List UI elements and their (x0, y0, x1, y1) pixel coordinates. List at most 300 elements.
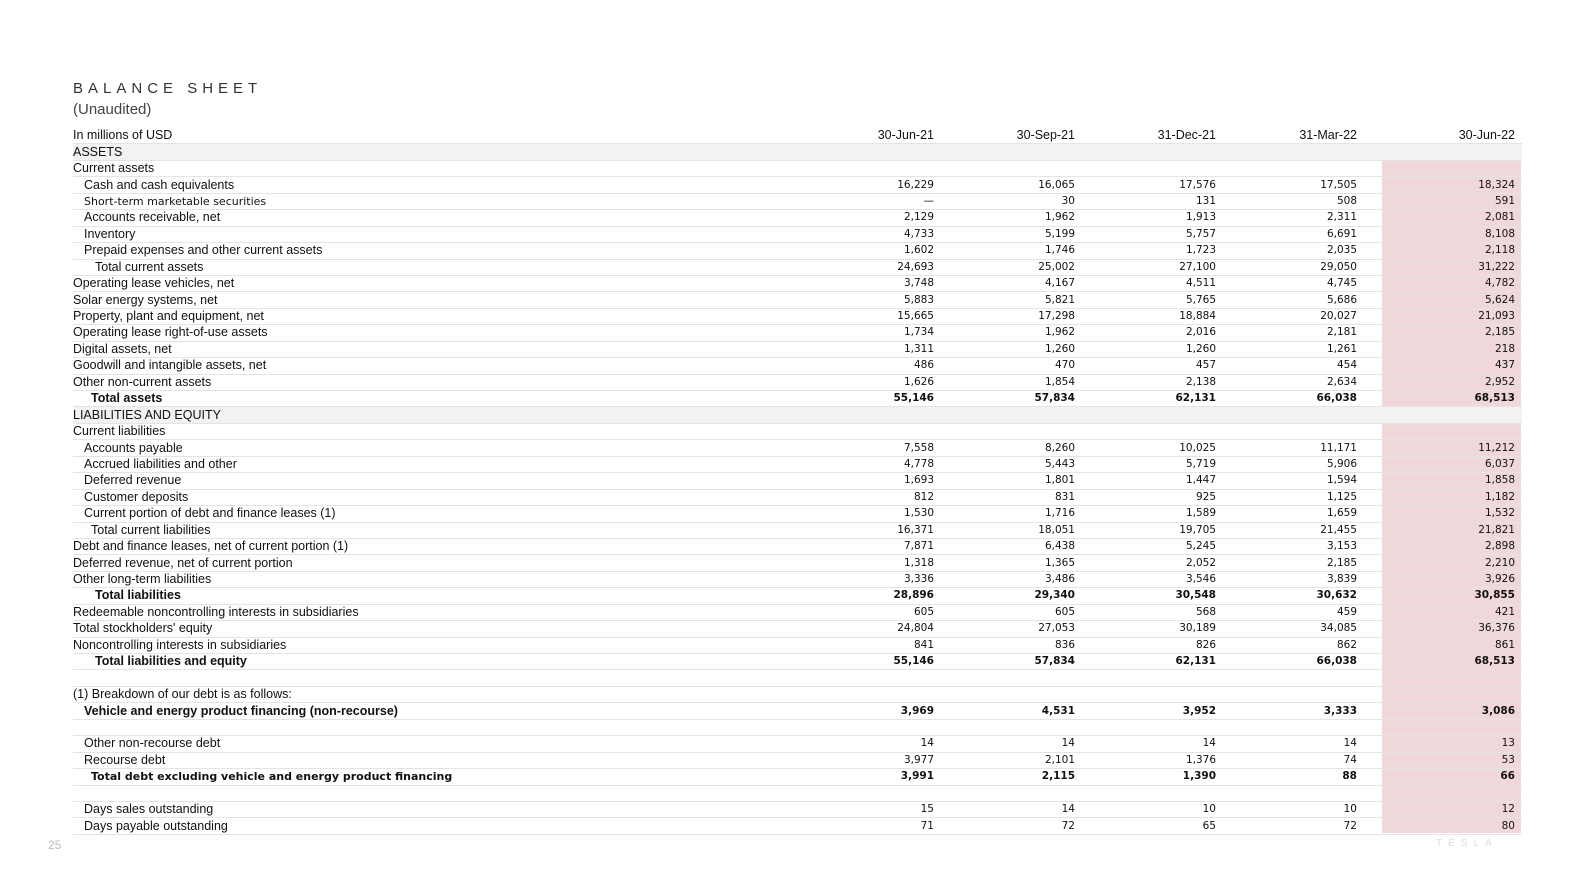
value-cell (941, 423, 1082, 439)
value-cell: 3,952 (1082, 703, 1223, 719)
value-cell: 14 (941, 736, 1082, 752)
value-cell (800, 407, 941, 423)
value-cell: 2,016 (1082, 325, 1223, 341)
value-cell: 1,962 (941, 210, 1082, 226)
value-cell: 1,530 (800, 506, 941, 522)
value-cell: 1,858 (1364, 473, 1522, 489)
value-cell: 15,665 (800, 308, 941, 324)
value-cell (1223, 160, 1364, 176)
table-row (73, 818, 1522, 834)
value-cell: 16,065 (941, 177, 1082, 193)
value-cell: 2,185 (1223, 555, 1364, 571)
value-cell: 62,131 (1082, 654, 1223, 670)
row-label: Total current assets (73, 259, 800, 275)
row-label: Current assets (73, 160, 800, 176)
table-row (73, 423, 1522, 439)
value-cell (941, 686, 1082, 702)
value-cell: 1,365 (941, 555, 1082, 571)
value-cell (1364, 670, 1522, 686)
column-header: 30-Jun-21 (800, 128, 941, 144)
value-cell: 57,834 (941, 391, 1082, 407)
value-cell: 1,854 (941, 374, 1082, 390)
value-cell: 1,260 (1082, 341, 1223, 357)
row-label: Prepaid expenses and other current assets (73, 243, 800, 259)
page-title: BALANCE SHEET (73, 80, 263, 97)
value-cell: 68,513 (1364, 654, 1522, 670)
balance-sheet-table (73, 128, 1522, 835)
value-cell: 36,376 (1364, 621, 1522, 637)
value-cell: 17,505 (1223, 177, 1364, 193)
column-header: 31-Dec-21 (1082, 128, 1223, 144)
section-row (73, 407, 1522, 423)
value-cell: 72 (1223, 818, 1364, 834)
value-cell: 16,229 (800, 177, 941, 193)
value-cell: 16,371 (800, 522, 941, 538)
value-cell: 2,081 (1364, 210, 1522, 226)
row-label: Deferred revenue (73, 473, 800, 489)
value-cell: 11,212 (1364, 440, 1522, 456)
value-cell: 925 (1082, 489, 1223, 505)
value-cell: 28,896 (800, 588, 941, 604)
value-cell: 831 (941, 489, 1082, 505)
row-label: Days sales outstanding (73, 801, 800, 817)
value-cell (1223, 719, 1364, 735)
row-label: Other non-recourse debt (73, 736, 800, 752)
value-cell (1364, 160, 1522, 176)
value-cell: 6,438 (941, 538, 1082, 554)
value-cell: 1,260 (941, 341, 1082, 357)
row-label: Accounts payable (73, 440, 800, 456)
row-label: Recourse debt (73, 752, 800, 768)
value-cell: 8,108 (1364, 226, 1522, 242)
value-cell: 29,340 (941, 588, 1082, 604)
value-cell: 5,624 (1364, 292, 1522, 308)
section-row (73, 144, 1522, 160)
value-cell: 836 (941, 637, 1082, 653)
value-cell (800, 719, 941, 735)
column-header: 30-Jun-22 (1364, 128, 1522, 144)
value-cell: 218 (1364, 341, 1522, 357)
row-label: Debt and finance leases, net of current portion (1) (73, 538, 800, 554)
value-cell: 5,686 (1223, 292, 1364, 308)
value-cell: 508 (1223, 193, 1364, 209)
value-cell: 66 (1364, 769, 1522, 785)
value-cell: 1,693 (800, 473, 941, 489)
value-cell: 3,991 (800, 769, 941, 785)
value-cell: 14 (800, 736, 941, 752)
value-cell: 55,146 (800, 654, 941, 670)
table-row (73, 801, 1522, 817)
value-cell: 1,734 (800, 325, 941, 341)
row-label: Accrued liabilities and other (73, 456, 800, 472)
table-row (73, 358, 1522, 374)
value-cell: 1,659 (1223, 506, 1364, 522)
table-row (73, 588, 1522, 604)
value-cell: 2,311 (1223, 210, 1364, 226)
table-row (73, 391, 1522, 407)
value-cell (800, 686, 941, 702)
value-cell: 861 (1364, 637, 1522, 653)
value-cell: 18,884 (1082, 308, 1223, 324)
value-cell: 841 (800, 637, 941, 653)
table-row (73, 341, 1522, 357)
value-cell: 12 (1364, 801, 1522, 817)
table-row (73, 538, 1522, 554)
value-cell: 3,086 (1364, 703, 1522, 719)
value-cell: 14 (941, 801, 1082, 817)
value-cell: 27,100 (1082, 259, 1223, 275)
value-cell: 2,181 (1223, 325, 1364, 341)
value-cell (1223, 144, 1364, 160)
value-cell: 57,834 (941, 654, 1082, 670)
value-cell: 2,115 (941, 769, 1082, 785)
row-label: Vehicle and energy product financing (non-recourse) (73, 703, 800, 719)
value-cell: 17,576 (1082, 177, 1223, 193)
value-cell: — (800, 193, 941, 209)
value-cell: 1,318 (800, 555, 941, 571)
value-cell: 68,513 (1364, 391, 1522, 407)
row-label: Operating lease vehicles, net (73, 275, 800, 291)
value-cell: 30,548 (1082, 588, 1223, 604)
value-cell: 20,027 (1223, 308, 1364, 324)
table-row (73, 177, 1522, 193)
value-cell: 13 (1364, 736, 1522, 752)
row-label: Days payable outstanding (73, 818, 800, 834)
row-label: Deferred revenue, net of current portion (73, 555, 800, 571)
value-cell: 62,131 (1082, 391, 1223, 407)
table-row (73, 703, 1522, 719)
row-label: (1) Breakdown of our debt is as follows: (73, 686, 800, 702)
value-cell: 2,138 (1082, 374, 1223, 390)
value-cell: 10 (1223, 801, 1364, 817)
value-cell: 1,125 (1223, 489, 1364, 505)
value-cell: 53 (1364, 752, 1522, 768)
value-cell: 4,778 (800, 456, 941, 472)
table-row (73, 226, 1522, 242)
value-cell: 4,511 (1082, 275, 1223, 291)
value-cell: 30,855 (1364, 588, 1522, 604)
value-cell: 591 (1364, 193, 1522, 209)
value-cell: 30,189 (1082, 621, 1223, 637)
row-label: LIABILITIES AND EQUITY (73, 407, 800, 423)
blank-row (73, 719, 1522, 735)
row-label: Other long-term liabilities (73, 571, 800, 587)
value-cell: 1,962 (941, 325, 1082, 341)
value-cell: 30 (941, 193, 1082, 209)
value-cell: 3,977 (800, 752, 941, 768)
row-label: Redeemable noncontrolling interests in subsidiaries (73, 604, 800, 620)
value-cell: 568 (1082, 604, 1223, 620)
value-cell: 4,531 (941, 703, 1082, 719)
value-cell: 3,336 (800, 571, 941, 587)
row-label: Customer deposits (73, 489, 800, 505)
value-cell: 1,746 (941, 243, 1082, 259)
value-cell: 5,906 (1223, 456, 1364, 472)
table-row (73, 571, 1522, 587)
row-label: Total stockholders' equity (73, 621, 800, 637)
row-label (73, 670, 800, 686)
value-cell: 5,765 (1082, 292, 1223, 308)
value-cell: 74 (1223, 752, 1364, 768)
value-cell: 1,723 (1082, 243, 1223, 259)
value-cell: 65 (1082, 818, 1223, 834)
row-label: Inventory (73, 226, 800, 242)
row-label: Goodwill and intangible assets, net (73, 358, 800, 374)
value-cell: 2,052 (1082, 555, 1223, 571)
column-header: 31-Mar-22 (1223, 128, 1364, 144)
value-cell: 1,594 (1223, 473, 1364, 489)
table-row (73, 243, 1522, 259)
value-cell: 7,558 (800, 440, 941, 456)
table-row (73, 604, 1522, 620)
value-cell: 1,626 (800, 374, 941, 390)
value-cell (941, 407, 1082, 423)
value-cell (800, 785, 941, 801)
value-cell: 2,101 (941, 752, 1082, 768)
row-label: ASSETS (73, 144, 800, 160)
value-cell: 17,298 (941, 308, 1082, 324)
value-cell: 30,632 (1223, 588, 1364, 604)
value-cell: 29,050 (1223, 259, 1364, 275)
value-cell (1082, 670, 1223, 686)
row-label: Other non-current assets (73, 374, 800, 390)
value-cell: 15 (800, 801, 941, 817)
value-cell: 2,898 (1364, 538, 1522, 554)
table-row (73, 637, 1522, 653)
value-cell: 1,182 (1364, 489, 1522, 505)
table-row (73, 621, 1522, 637)
value-cell (1082, 785, 1223, 801)
row-label: Total assets (73, 391, 800, 407)
table-row (73, 275, 1522, 291)
row-label: Total current liabilities (73, 522, 800, 538)
value-cell (941, 160, 1082, 176)
table-row (73, 308, 1522, 324)
value-cell (1364, 144, 1522, 160)
value-cell (1082, 160, 1223, 176)
value-cell: 88 (1223, 769, 1364, 785)
row-label: Solar energy systems, net (73, 292, 800, 308)
value-cell: 14 (1082, 736, 1223, 752)
value-cell: 1,716 (941, 506, 1082, 522)
value-cell: 80 (1364, 818, 1522, 834)
value-cell: 470 (941, 358, 1082, 374)
value-cell (1082, 144, 1223, 160)
value-cell: 1,602 (800, 243, 941, 259)
value-cell (800, 160, 941, 176)
value-cell (1223, 785, 1364, 801)
table-header-row (73, 128, 1522, 144)
value-cell: 5,245 (1082, 538, 1223, 554)
row-label: Accounts receivable, net (73, 210, 800, 226)
value-cell: 1,532 (1364, 506, 1522, 522)
value-cell: 1,261 (1223, 341, 1364, 357)
value-cell: 3,748 (800, 275, 941, 291)
value-cell: 66,038 (1223, 391, 1364, 407)
table-row (73, 259, 1522, 275)
value-cell (1223, 407, 1364, 423)
row-label: Total liabilities (73, 588, 800, 604)
value-cell (1364, 686, 1522, 702)
value-cell (1082, 686, 1223, 702)
value-cell: 21,455 (1223, 522, 1364, 538)
value-cell: 1,311 (800, 341, 941, 357)
value-cell (1223, 670, 1364, 686)
value-cell: 31,222 (1364, 259, 1522, 275)
value-cell: 18,324 (1364, 177, 1522, 193)
column-header: 30-Sep-21 (941, 128, 1082, 144)
value-cell: 3,153 (1223, 538, 1364, 554)
value-cell: 24,693 (800, 259, 941, 275)
value-cell: 2,035 (1223, 243, 1364, 259)
unit-label: In millions of USD (73, 128, 800, 144)
table-row (73, 522, 1522, 538)
value-cell: 4,733 (800, 226, 941, 242)
table-row (73, 325, 1522, 341)
value-cell (1223, 423, 1364, 439)
value-cell: 1,447 (1082, 473, 1223, 489)
value-cell: 5,199 (941, 226, 1082, 242)
value-cell: 25,002 (941, 259, 1082, 275)
blank-row (73, 670, 1522, 686)
value-cell: 27,053 (941, 621, 1082, 637)
value-cell: 21,821 (1364, 522, 1522, 538)
value-cell (1223, 686, 1364, 702)
value-cell: 131 (1082, 193, 1223, 209)
value-cell: 10 (1082, 801, 1223, 817)
value-cell: 2,118 (1364, 243, 1522, 259)
table-row (73, 160, 1522, 176)
value-cell: 2,185 (1364, 325, 1522, 341)
value-cell (941, 144, 1082, 160)
row-label (73, 785, 800, 801)
tesla-logo-icon: TESLA (1436, 838, 1498, 849)
value-cell: 4,167 (941, 275, 1082, 291)
value-cell: 605 (941, 604, 1082, 620)
value-cell: 14 (1223, 736, 1364, 752)
value-cell: 24,804 (800, 621, 941, 637)
value-cell (1364, 407, 1522, 423)
page-number: 25 (48, 838, 62, 852)
value-cell: 2,952 (1364, 374, 1522, 390)
table-row (73, 374, 1522, 390)
value-cell (800, 670, 941, 686)
value-cell (941, 670, 1082, 686)
value-cell: 826 (1082, 637, 1223, 653)
table-row (73, 210, 1522, 226)
value-cell (1082, 407, 1223, 423)
value-cell: 3,969 (800, 703, 941, 719)
table-row (73, 193, 1522, 209)
value-cell: 19,705 (1082, 522, 1223, 538)
value-cell (1082, 719, 1223, 735)
value-cell: 605 (800, 604, 941, 620)
table-row (73, 489, 1522, 505)
table-body (73, 144, 1522, 834)
value-cell: 72 (941, 818, 1082, 834)
value-cell: 1,913 (1082, 210, 1223, 226)
value-cell: 3,486 (941, 571, 1082, 587)
value-cell: 486 (800, 358, 941, 374)
value-cell: 421 (1364, 604, 1522, 620)
row-label: Current liabilities (73, 423, 800, 439)
table-row (73, 440, 1522, 456)
row-label: Noncontrolling interests in subsidiaries (73, 637, 800, 653)
row-label: Short-term marketable securities (73, 193, 800, 209)
value-cell (1364, 719, 1522, 735)
row-label: Operating lease right-of-use assets (73, 325, 800, 341)
value-cell: 862 (1223, 637, 1364, 653)
value-cell: 5,719 (1082, 456, 1223, 472)
page-subtitle: (Unaudited) (73, 101, 152, 118)
row-label: Property, plant and equipment, net (73, 308, 800, 324)
row-label: Total liabilities and equity (73, 654, 800, 670)
value-cell (800, 423, 941, 439)
value-cell: 18,051 (941, 522, 1082, 538)
table-row (73, 654, 1522, 670)
table-row (73, 473, 1522, 489)
value-cell (941, 785, 1082, 801)
value-cell: 2,129 (800, 210, 941, 226)
value-cell: 71 (800, 818, 941, 834)
value-cell: 11,171 (1223, 440, 1364, 456)
value-cell: 1,589 (1082, 506, 1223, 522)
value-cell: 459 (1223, 604, 1364, 620)
value-cell: 3,333 (1223, 703, 1364, 719)
value-cell: 3,839 (1223, 571, 1364, 587)
table-row (73, 769, 1522, 785)
value-cell: 457 (1082, 358, 1223, 374)
value-cell: 66,038 (1223, 654, 1364, 670)
value-cell: 437 (1364, 358, 1522, 374)
value-cell (800, 144, 941, 160)
value-cell: 5,757 (1082, 226, 1223, 242)
value-cell: 4,745 (1223, 275, 1364, 291)
row-label (73, 719, 800, 735)
row-label: Cash and cash equivalents (73, 177, 800, 193)
table-row (73, 736, 1522, 752)
table-row (73, 506, 1522, 522)
value-cell: 34,085 (1223, 621, 1364, 637)
value-cell: 55,146 (800, 391, 941, 407)
value-cell: 3,926 (1364, 571, 1522, 587)
value-cell: 2,634 (1223, 374, 1364, 390)
value-cell: 21,093 (1364, 308, 1522, 324)
value-cell: 3,546 (1082, 571, 1223, 587)
table-row (73, 292, 1522, 308)
table-row (73, 456, 1522, 472)
value-cell: 1,376 (1082, 752, 1223, 768)
value-cell (941, 719, 1082, 735)
row-label: Current portion of debt and finance leases (1) (73, 506, 800, 522)
value-cell: 812 (800, 489, 941, 505)
value-cell: 8,260 (941, 440, 1082, 456)
table-row (73, 752, 1522, 768)
value-cell: 5,883 (800, 292, 941, 308)
value-cell (1364, 423, 1522, 439)
table-row (73, 555, 1522, 571)
value-cell: 6,037 (1364, 456, 1522, 472)
value-cell: 5,443 (941, 456, 1082, 472)
value-cell (1364, 785, 1522, 801)
value-cell: 5,821 (941, 292, 1082, 308)
value-cell: 1,801 (941, 473, 1082, 489)
value-cell: 6,691 (1223, 226, 1364, 242)
value-cell: 10,025 (1082, 440, 1223, 456)
value-cell: 4,782 (1364, 275, 1522, 291)
value-cell (1082, 423, 1223, 439)
value-cell: 2,210 (1364, 555, 1522, 571)
